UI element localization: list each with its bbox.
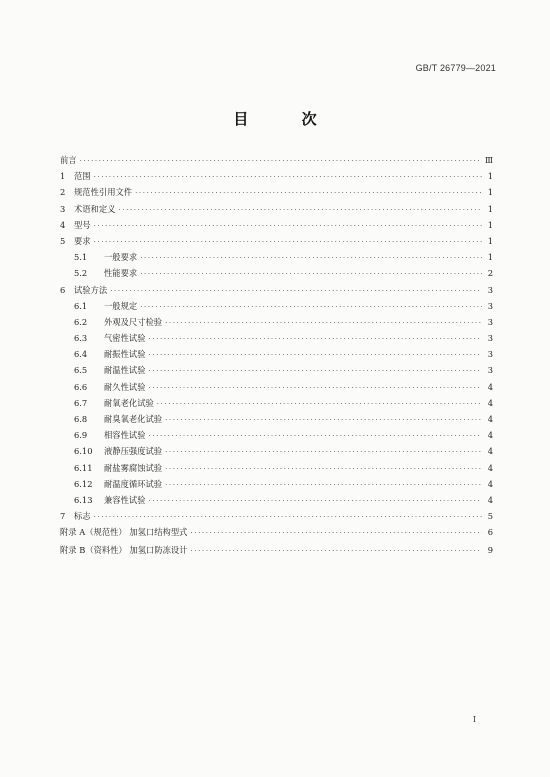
toc-entry-page: 4 (487, 430, 493, 441)
toc-entry-page: 4 (487, 414, 493, 424)
toc-entry-page: 4 (487, 381, 493, 392)
toc-entry[interactable] (60, 282, 493, 298)
toc-entry[interactable] (60, 411, 493, 427)
toc-entry-number: 3 (60, 203, 66, 214)
toc-entry-number: 6 (60, 284, 66, 295)
toc-entry-number: 6.1 (74, 300, 88, 311)
toc-leader-dots (149, 331, 483, 347)
toc-entry[interactable] (60, 314, 493, 330)
toc-entry-page: 3 (487, 365, 493, 376)
toc-leader-dots (191, 543, 482, 561)
toc-entry-label: 范围 (74, 171, 91, 182)
toc-leader-dots (119, 202, 483, 218)
toc-entry[interactable] (60, 460, 493, 476)
toc-entry-page: 1 (487, 235, 493, 246)
toc-entry-number: 6.11 (74, 462, 93, 473)
toc-entry-page: 6 (487, 527, 493, 538)
toc-entry[interactable] (60, 524, 493, 542)
toc-entry[interactable] (60, 330, 493, 346)
toc-entry-number: 6.10 (74, 446, 93, 457)
toc-entry-label: 附录 A（规范性） 加氢口结构型式 (60, 527, 188, 538)
toc-leader-dots (140, 250, 482, 266)
toc-leader-dots (165, 315, 482, 331)
toc-entry-label: 耐臭氧老化试验 (104, 414, 163, 424)
toc-leader-dots (110, 283, 482, 299)
toc-entry-page: 3 (487, 284, 493, 295)
toc-entry[interactable] (60, 346, 493, 362)
toc-leader-dots (94, 234, 482, 250)
toc-entry[interactable] (60, 542, 493, 560)
toc-leader-dots (149, 363, 483, 379)
toc-leader-dots (165, 412, 482, 428)
toc-entry-page: 2 (487, 268, 493, 279)
toc-entry-number: 6.4 (74, 349, 88, 360)
toc-leader-dots (94, 218, 482, 234)
toc-leader-dots (80, 153, 482, 169)
toc-entry-number: 6.5 (74, 365, 88, 376)
page-number: I (472, 715, 476, 724)
toc-entry-page: Ⅲ (484, 155, 493, 165)
toc-entry-page: 3 (487, 333, 493, 344)
toc-entry-label: 相容性试验 (104, 430, 146, 441)
toc-entry-label: 试验方法 (74, 284, 108, 295)
toc-entry-page: 1 (487, 187, 493, 198)
toc-entry-label: 外观及尺寸检验 (104, 316, 163, 327)
table-of-contents (60, 152, 493, 559)
toc-entry-label: 前言 (60, 155, 77, 165)
toc-leader-dots (135, 185, 482, 201)
toc-entry-label: 型号 (74, 219, 91, 230)
toc-entry-page: 4 (487, 397, 493, 408)
toc-entry-label: 术语和定义 (74, 203, 116, 214)
toc-entry-label: 耐振性试验 (104, 349, 146, 360)
toc-entry-page: 3 (487, 349, 493, 360)
toc-entry-number: 5.1 (74, 252, 88, 263)
toc-leader-dots (149, 380, 483, 396)
toc-entry[interactable] (60, 217, 493, 233)
toc-entry[interactable] (60, 427, 493, 443)
toc-entry-page: 4 (487, 494, 493, 505)
toc-entry[interactable] (60, 476, 493, 492)
toc-entry-page: 9 (487, 544, 493, 555)
toc-entry[interactable] (60, 379, 493, 395)
toc-entry-page: 5 (487, 511, 493, 522)
toc-entry-number: 6.12 (74, 478, 93, 489)
toc-leader-dots (140, 299, 482, 315)
toc-entry-label: 气密性试验 (104, 333, 146, 344)
toc-entry[interactable] (60, 362, 493, 378)
toc-leader-dots (94, 509, 482, 525)
toc-entry-label: 耐温度循环试验 (104, 478, 163, 489)
toc-entry[interactable] (60, 492, 493, 508)
toc-leader-dots (165, 477, 482, 493)
toc-entry-page: 4 (487, 462, 493, 473)
toc-entry-label: 兼容性试验 (104, 494, 146, 505)
toc-entry-number: 5.2 (74, 268, 88, 279)
toc-entry-page: 1 (487, 171, 493, 182)
toc-leader-dots (190, 525, 482, 543)
toc-entry-label: 要求 (74, 235, 91, 246)
toc-entry-label: 附录 B（资料性） 加氢口防冻设计 (60, 544, 188, 555)
toc-entry-page: 1 (487, 219, 493, 230)
toc-entry-number: 6.13 (74, 494, 93, 505)
toc-entry-page: 3 (487, 300, 493, 311)
toc-entry-page: 1 (487, 203, 493, 214)
toc-entry-label: 液静压强度试验 (104, 446, 163, 457)
toc-entry[interactable] (60, 152, 493, 168)
toc-leader-dots (94, 169, 482, 185)
toc-entry[interactable] (60, 265, 493, 281)
toc-entry-label: 规范性引用文件 (74, 187, 133, 198)
toc-leader-dots (149, 428, 483, 444)
toc-entry-number: 6.8 (74, 414, 88, 424)
toc-entry-number: 5 (60, 235, 66, 246)
toc-entry-number: 6.9 (74, 430, 88, 441)
toc-leader-dots (140, 266, 482, 282)
toc-entry-number: 6.3 (74, 333, 88, 344)
toc-entry-label: 耐久性试验 (104, 381, 146, 392)
toc-entry-page: 4 (487, 478, 493, 489)
toc-entry-label: 耐盐雾腐蚀试验 (104, 462, 163, 473)
toc-entry[interactable] (60, 168, 493, 184)
toc-entry[interactable] (60, 184, 493, 200)
toc-entry[interactable] (60, 443, 493, 459)
toc-entry[interactable] (60, 395, 493, 411)
toc-entry[interactable] (60, 298, 493, 314)
toc-entry-number: 2 (60, 187, 66, 198)
toc-entry[interactable] (60, 201, 493, 217)
toc-leader-dots (165, 461, 482, 477)
toc-entry-page: 3 (487, 316, 493, 327)
toc-entry-number: 7 (60, 511, 66, 522)
toc-entry[interactable] (60, 508, 493, 524)
toc-leader-dots (149, 347, 483, 363)
toc-entry-number: 6.7 (74, 397, 88, 408)
toc-leader-dots (165, 444, 482, 460)
toc-entry-label: 性能要求 (104, 268, 138, 279)
toc-entry-label: 标志 (74, 511, 91, 522)
toc-entry-label: 一般要求 (104, 252, 138, 263)
toc-entry-label: 耐温性试验 (104, 365, 146, 376)
page-title: 目 次 (233, 110, 341, 128)
toc-entry-label: 一般规定 (104, 300, 138, 311)
toc-entry-page: 4 (487, 446, 493, 457)
toc-entry-page: 1 (487, 252, 493, 263)
toc-entry-number: 1 (60, 171, 66, 182)
toc-entry-label: 耐氧老化试验 (104, 397, 154, 408)
toc-entry[interactable] (60, 233, 493, 249)
toc-leader-dots (149, 493, 483, 509)
toc-entry-number: 6.6 (74, 381, 88, 392)
toc-entry-number: 6.2 (74, 316, 88, 327)
toc-entry[interactable] (60, 249, 493, 265)
standard-code: GB/T 26779—2021 (415, 63, 496, 73)
toc-entry-number: 4 (60, 219, 66, 230)
toc-leader-dots (157, 396, 482, 412)
